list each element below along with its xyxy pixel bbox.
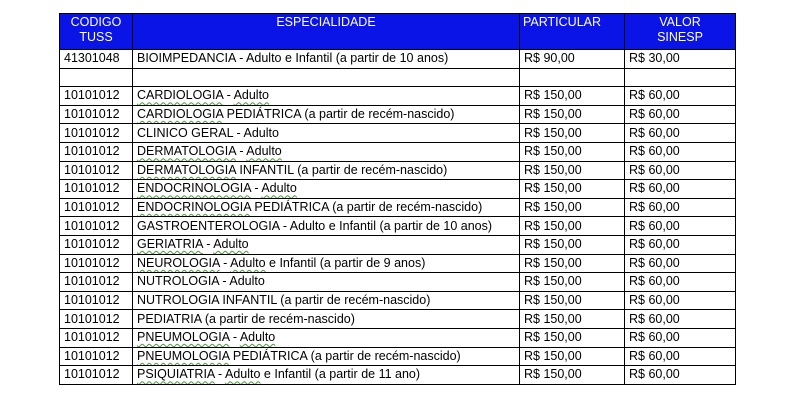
cell-code: 10101012 [60, 124, 133, 143]
cell-code: 10101012 [60, 105, 133, 124]
cell-sinesp-value: R$ 60,00 [625, 198, 736, 217]
cell-sinesp-value: R$ 60,00 [625, 366, 736, 385]
cell-code [60, 68, 133, 87]
cell-specialty: NUTROLOGIA INFANTIL (a partir de recém-nascido) [133, 291, 520, 310]
cell-sinesp-value: R$ 60,00 [625, 328, 736, 347]
cell-specialty: ENDOCRINOLOGIA - Adulto [133, 180, 520, 199]
header-code-tuss [60, 14, 133, 50]
cell-private-price: R$ 150,00 [520, 310, 625, 329]
cell-code: 10101012 [60, 310, 133, 329]
cell-private-price: R$ 150,00 [520, 105, 625, 124]
header-value-line2: SINESP [657, 30, 703, 44]
cell-code: 10101012 [60, 254, 133, 273]
cell-code: 10101012 [60, 273, 133, 292]
cell-specialty: PNEUMOLOGIA PEDIÁTRICA (a partir de recém-nascido) [133, 347, 520, 366]
cell-code: 10101012 [60, 366, 133, 385]
cell-sinesp-value: R$ 60,00 [625, 105, 736, 124]
cell-private-price: R$ 150,00 [520, 87, 625, 106]
cell-private-price: R$ 150,00 [520, 328, 625, 347]
cell-private-price: R$ 150,00 [520, 217, 625, 236]
table-row [60, 87, 736, 106]
table-row [60, 235, 736, 254]
cell-specialty: DERMATOLOGIA - Adulto [133, 142, 520, 161]
cell-code: 10101012 [60, 217, 133, 236]
table-row [60, 291, 736, 310]
cell-private-price: R$ 150,00 [520, 161, 625, 180]
cell-specialty: NEUROLOGIA - Adulto e Infantil (a partir de 9 anos) [133, 254, 520, 273]
cell-specialty: CARDIOLOGIA - Adulto [133, 87, 520, 106]
cell-sinesp-value [625, 68, 736, 87]
cell-specialty: CLINICO GERAL - Adulto [133, 124, 520, 143]
cell-code: 41301048 [60, 50, 133, 69]
table-row [60, 328, 736, 347]
table-row [60, 254, 736, 273]
cell-private-price: R$ 150,00 [520, 142, 625, 161]
cell-code: 10101012 [60, 87, 133, 106]
cell-specialty: GASTROENTEROLOGIA - Adulto e Infantil (a partir de 10 anos) [133, 217, 520, 236]
cell-specialty: BIOIMPEDANCIA - Adulto e Infantil (a partir de 10 anos) [133, 50, 520, 69]
cell-sinesp-value: R$ 60,00 [625, 291, 736, 310]
table-row [60, 105, 736, 124]
table-row [60, 273, 736, 292]
header-private-price: PARTICULAR [520, 14, 625, 50]
cell-sinesp-value: R$ 30,00 [625, 50, 736, 69]
table-row [60, 161, 736, 180]
cell-sinesp-value: R$ 60,00 [625, 254, 736, 273]
cell-specialty: GERIATRIA - Adulto [133, 235, 520, 254]
cell-private-price [520, 68, 625, 87]
cell-private-price: R$ 150,00 [520, 124, 625, 143]
price-table [59, 13, 736, 385]
header-value-line1: VALOR [659, 15, 701, 29]
table-row [60, 366, 736, 385]
cell-code: 10101012 [60, 347, 133, 366]
table-header [60, 14, 736, 50]
cell-private-price: R$ 150,00 [520, 254, 625, 273]
table-row [60, 68, 736, 87]
table-row [60, 198, 736, 217]
cell-sinesp-value: R$ 60,00 [625, 180, 736, 199]
header-code-line1: CODIGO [70, 15, 122, 29]
table-row [60, 217, 736, 236]
cell-code: 10101012 [60, 142, 133, 161]
cell-sinesp-value: R$ 60,00 [625, 124, 736, 143]
table-row [60, 50, 736, 69]
cell-sinesp-value: R$ 60,00 [625, 310, 736, 329]
table-row [60, 124, 736, 143]
header-row [60, 14, 736, 50]
cell-private-price: R$ 150,00 [520, 235, 625, 254]
cell-code: 10101012 [60, 180, 133, 199]
table-row [60, 347, 736, 366]
table-row [60, 310, 736, 329]
table-body [60, 50, 736, 385]
cell-private-price: R$ 90,00 [520, 50, 625, 69]
header-sinesp-value [625, 14, 736, 50]
cell-sinesp-value: R$ 60,00 [625, 87, 736, 106]
cell-private-price: R$ 150,00 [520, 366, 625, 385]
header-specialty: ESPECIALIDADE [133, 14, 520, 50]
cell-code: 10101012 [60, 198, 133, 217]
cell-sinesp-value: R$ 60,00 [625, 142, 736, 161]
cell-specialty: NUTROLOGIA - Adulto [133, 273, 520, 292]
cell-code: 10101012 [60, 291, 133, 310]
cell-private-price: R$ 150,00 [520, 273, 625, 292]
cell-sinesp-value: R$ 60,00 [625, 273, 736, 292]
cell-sinesp-value: R$ 60,00 [625, 161, 736, 180]
header-code-line2: TUSS [79, 30, 113, 44]
cell-specialty: PSIQUIATRIA - Adulto e Infantil (a partir de 11 ano) [133, 366, 520, 385]
cell-code: 10101012 [60, 161, 133, 180]
cell-specialty: ENDOCRINOLOGIA PEDIÁTRICA (a partir de recém-nascido) [133, 198, 520, 217]
cell-code: 10101012 [60, 235, 133, 254]
cell-specialty [133, 68, 520, 87]
cell-specialty: PNEUMOLOGIA - Adulto [133, 328, 520, 347]
cell-specialty: DERMATOLOGIA INFANTIL (a partir de recém-nascido) [133, 161, 520, 180]
cell-private-price: R$ 150,00 [520, 180, 625, 199]
cell-sinesp-value: R$ 60,00 [625, 217, 736, 236]
cell-sinesp-value: R$ 60,00 [625, 235, 736, 254]
cell-private-price: R$ 150,00 [520, 198, 625, 217]
cell-specialty: PEDIATRIA (a partir de recém-nascido) [133, 310, 520, 329]
cell-private-price: R$ 150,00 [520, 291, 625, 310]
cell-specialty: CARDIOLOGIA PEDIÁTRICA (a partir de recém-nascido) [133, 105, 520, 124]
table-row [60, 142, 736, 161]
table-row [60, 180, 736, 199]
cell-code: 10101012 [60, 328, 133, 347]
cell-private-price: R$ 150,00 [520, 347, 625, 366]
cell-sinesp-value: R$ 60,00 [625, 347, 736, 366]
